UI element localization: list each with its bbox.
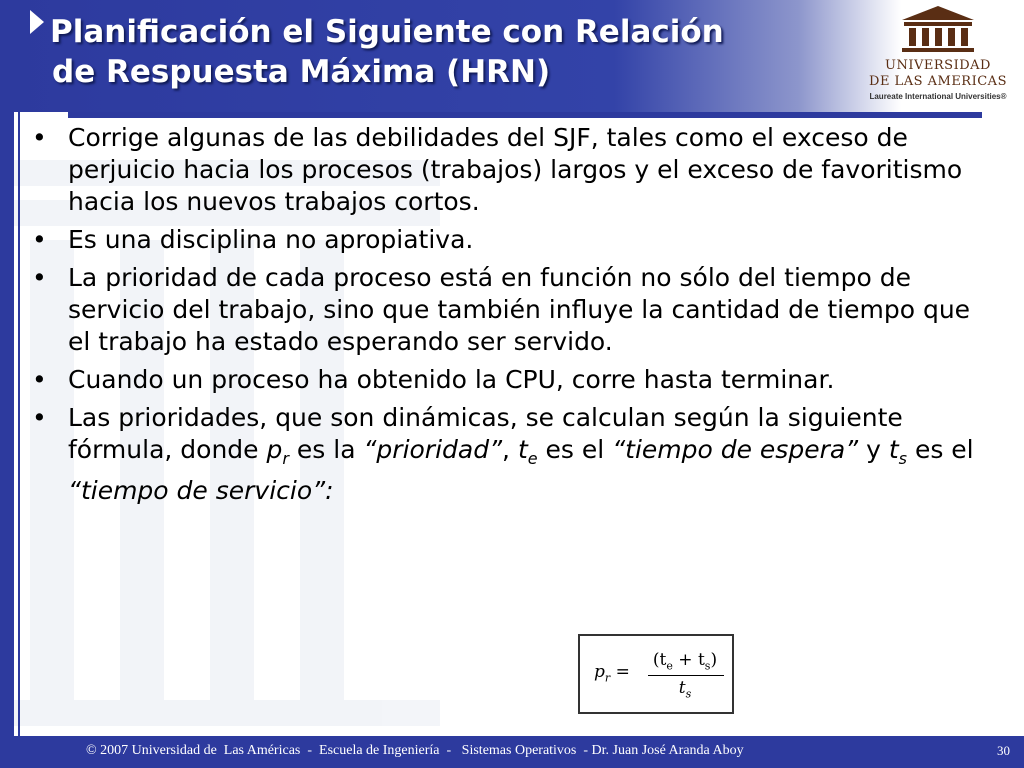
text-part: Las prioridades, que son dinámicas, se calculan según la siguiente fórmula, donde <box>68 403 903 464</box>
bullet-item-formula <box>30 402 990 507</box>
text-part: y <box>858 435 889 464</box>
formula-denominator <box>646 678 724 700</box>
bullet-text: Cuando un proceso ha obtenido la CPU, corre hasta terminar. <box>68 365 835 394</box>
term-prioridad: “prioridad” <box>363 435 503 464</box>
var-pr <box>266 435 289 468</box>
text-part: es la <box>288 435 364 464</box>
page-number: 30 <box>997 743 1010 758</box>
text-part: es el <box>537 435 613 464</box>
bullet-icon: • <box>32 403 47 432</box>
building-icon <box>898 4 978 54</box>
title-line-1: Planificación el Siguiente con Relación <box>50 14 724 50</box>
hrn-formula <box>578 634 734 714</box>
bullet-text: Es una disciplina no apropiativa. <box>68 225 474 254</box>
formula-equals: = <box>615 662 630 682</box>
fraction-bar <box>648 675 724 676</box>
title-line-2: de Respuesta Máxima (HRN) <box>52 54 551 90</box>
var-subscript: s <box>898 449 907 468</box>
bullet-text <box>68 403 974 505</box>
formula-part: (t <box>652 650 667 670</box>
var-subscript: e <box>527 449 538 468</box>
var-ts <box>888 435 907 468</box>
term-tiempo-espera: “tiempo de espera” <box>612 435 859 464</box>
left-accent-bar <box>0 0 14 768</box>
formula-part: ) <box>710 650 718 670</box>
logo-tagline: Laureate International Universities® <box>869 92 1007 101</box>
formula-var: p <box>594 662 605 682</box>
var-letter: p <box>266 435 283 464</box>
university-logo <box>858 4 1018 104</box>
bullet-icon: • <box>32 263 47 292</box>
bullet-item <box>30 364 990 396</box>
var-letter: t <box>888 435 899 464</box>
footer-text: © 2007 Universidad de Las Américas - Escuela de Ingeniería - Sistemas Operativos - Dr. Juan José Aranda Aboy <box>86 743 744 758</box>
bullet-item <box>30 122 990 218</box>
bullet-icon: • <box>32 365 47 394</box>
formula-numerator <box>646 650 724 672</box>
formula-lhs <box>594 662 630 684</box>
title-arrow-icon <box>30 10 44 34</box>
var-subscript: r <box>282 449 289 468</box>
var-te <box>517 435 538 468</box>
bullet-item <box>30 224 990 256</box>
formula-var: t <box>678 678 686 698</box>
term-tiempo-servicio: “tiempo de servicio”: <box>68 476 334 505</box>
slide-title <box>50 12 850 92</box>
logo-name-line-2: DE LAS AMERICAS <box>869 74 1007 89</box>
bullet-item <box>30 262 990 358</box>
bullet-list <box>30 122 990 513</box>
formula-subscript: s <box>704 659 711 673</box>
formula-subscript: s <box>685 687 692 701</box>
bullet-icon: • <box>32 225 47 254</box>
title-underline <box>68 112 982 118</box>
footer-bar <box>0 736 1024 768</box>
text-part: es el <box>907 435 974 464</box>
text-part: , <box>502 435 518 464</box>
formula-part: + t <box>672 650 705 670</box>
bullet-icon: • <box>32 123 47 152</box>
formula-subscript: e <box>666 659 673 673</box>
bullet-text: La prioridad de cada proceso está en función no sólo del tiempo de servicio del trabajo, sino que también influye la cantidad de tiempo que el trabajo ha estado esperando ser servido. <box>68 263 971 356</box>
left-accent-line <box>18 0 20 740</box>
bullet-text: Corrige algunas de las debilidades del SJF, tales como el exceso de perjuicio hacia los procesos (trabajos) largos y el exceso de favoritismo hacia los nuevos trabajos cortos. <box>68 123 963 216</box>
formula-subscript: r <box>604 671 611 685</box>
logo-name-line-1: UNIVERSIDAD <box>885 58 991 73</box>
var-letter: t <box>517 435 528 464</box>
